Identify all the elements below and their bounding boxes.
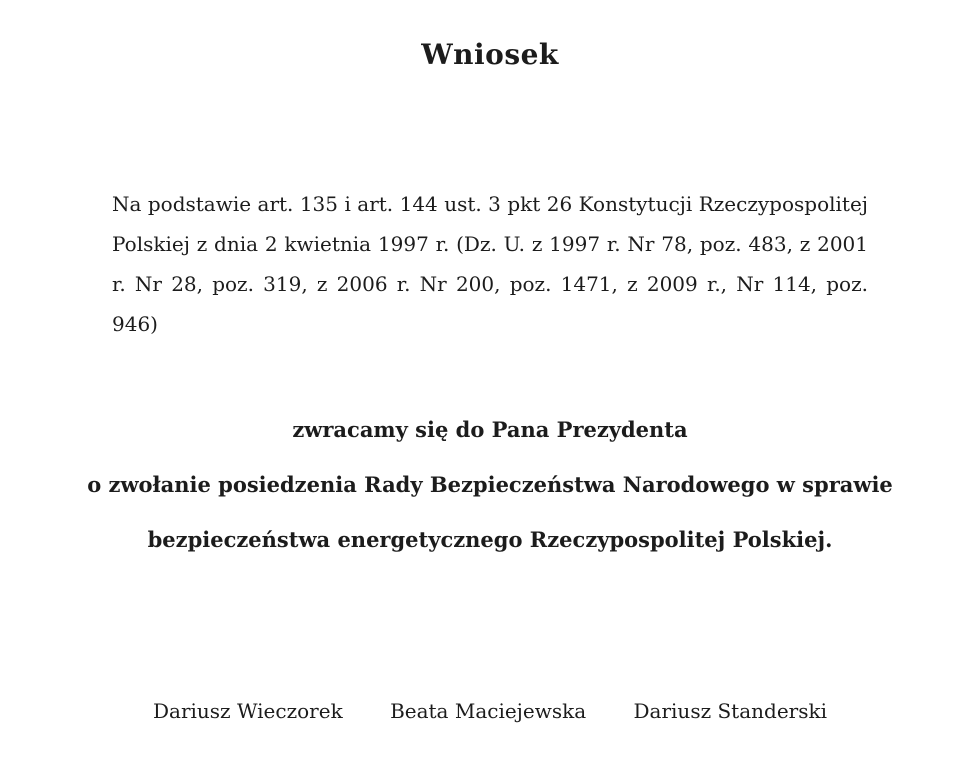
request-line-1: zwracamy się do Pana Prezydenta xyxy=(292,417,688,442)
request-line-3: bezpieczeństwa energetycznego Rzeczypospolitej Polskiej. xyxy=(147,527,833,552)
signatory-name-3: Dariusz Standerski xyxy=(633,699,827,723)
signatory-name-2: Beata Maciejewska xyxy=(390,699,587,723)
request-block xyxy=(0,402,980,567)
signatory-name-1: Dariusz Wieczorek xyxy=(153,699,343,723)
signatures-row xyxy=(0,699,980,723)
legal-basis-paragraph: Na podstawie art. 135 i art. 144 ust. 3 pkt 26 Konstytucji Rzeczypospolitej Polskiej z dnia 2 kwietnia 1997 r. (Dz. U. z 1997 r. Nr 78, poz. 483, z 2001 r. Nr 28, poz. 319, z 2006 r. Nr 200, poz. 1471, z 2009 r., Nr 114, poz. 946) xyxy=(112,192,868,336)
request-line-2: o zwołanie posiedzenia Rady Bezpieczeństwa Narodowego w sprawie xyxy=(87,472,893,497)
document-title: Wniosek xyxy=(421,38,559,71)
